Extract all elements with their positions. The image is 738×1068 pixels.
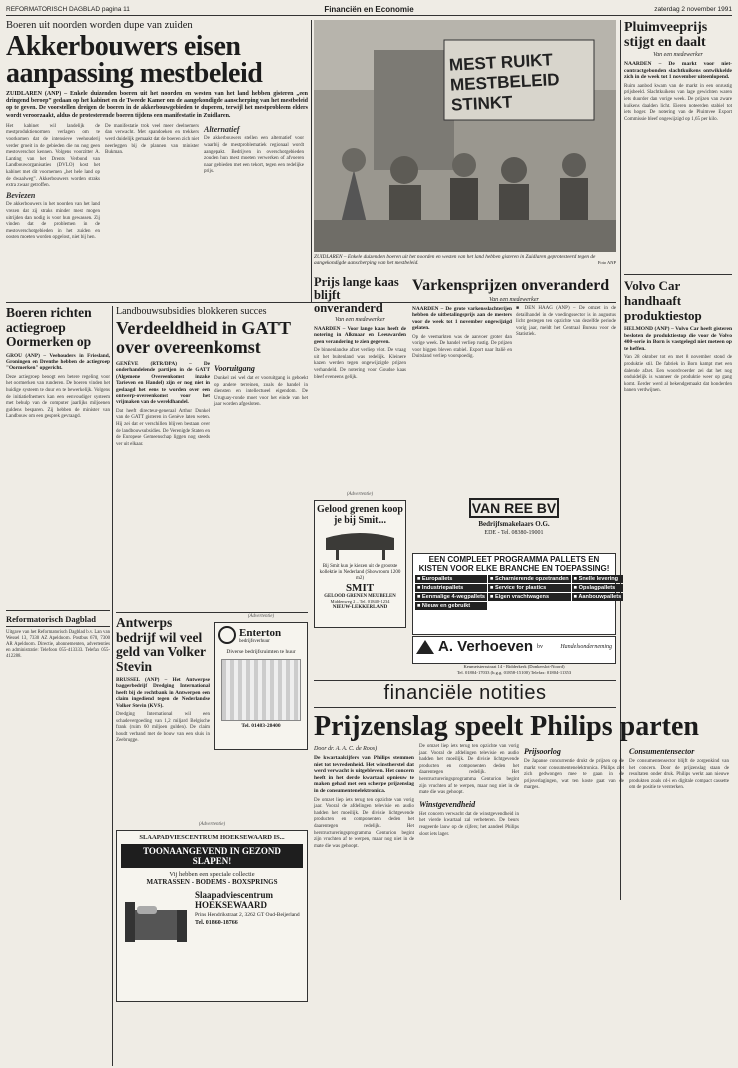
philips-body: De omzet liep iets terug ten opzichte van vorig jaar. Vooral de afdelingen televisie en audio hadden het moeilijk. De divisie lichtgevende producten en componenten deden het daarentegen redelijk. Het herstructureringsprogramma Centurion begint zijn vruchten af te werpen, maar nog niet in de mate die was gehoopt. — [314, 797, 414, 849]
enterton-logo-icon — [218, 626, 236, 644]
kaas-byline: Van een medewerker — [335, 317, 385, 323]
issue-date: zaterdag 2 november 1991 — [654, 6, 732, 13]
gelood-headline: Gelood grenen koop je bij Smit... — [317, 504, 403, 526]
slaap-top: SLAAPADVIESCENTRUM HOEKSEWAARD IS... — [139, 834, 285, 841]
photo-caption: ZUIDLAREN – Enkele duizenden boeren uit het noorden en westen van het land hebben gisteren in Zuidlaren geprotesteerd tegen de aangekondigde aanscherping van het mestbeleid. Foto ANP — [314, 254, 616, 267]
verhoeven-footer — [412, 636, 616, 664]
lead-subhead-2: Alternatief — [204, 124, 240, 134]
pluimvee-byline: Van een medewerker — [653, 52, 703, 58]
verhoeven-item: ■ Aanbouwpallets — [573, 594, 622, 600]
antwerps-headline: Antwerps bedrijf wil veel geld van Volker Stevin — [116, 615, 206, 674]
gelood-ad[interactable] — [314, 500, 406, 628]
verhoeven-item: ■ Scharnierende opzetranden — [490, 576, 569, 582]
slaap-address: Prins Hendrikstraat 2, 3262 GT Oud-Beijerland — [195, 912, 300, 918]
verhoeven-contact: Keumeistersstraat 14 - Ridderkerk (Donkerslot-Noord) Tel. 01804-17033 (b.g.g. 01858-15100) Telefax: 01804-11353 — [456, 664, 572, 675]
volvo-lead: HELMOND (ANP) – Volvo Car heeft gisteren besloten de produktiestop die voor de Volvo 400-serie in Born is vastgelegd niet meteen op te heffen. — [624, 326, 732, 352]
volvo-headline: Volvo Car handhaaft produktiestop — [624, 278, 702, 323]
gelood-footer: NIEUW-LEKKERLAND — [332, 605, 388, 610]
section-title: Financiën en Economie — [324, 5, 414, 14]
verhoeven-item: ■ Snelle levering — [572, 575, 624, 583]
gatt-kicker: Landbouwsubsidies blokkeren succes — [116, 306, 267, 317]
slaap-banner: TOONAANGEVEND IN GEZOND SLAPEN! — [121, 844, 303, 868]
antwerps-story — [116, 616, 210, 816]
varkens-byline: Van een medewerker — [489, 297, 539, 303]
gatt-subhead: Vooruitgang — [214, 364, 255, 373]
oormerken-body: Deze actiegroep beoogt een betere regeling voor het oormerken van runderen. De boeren vinden het huidige systeem te duur en te bewerkelijk. Volgens de initiatiefnemers kan een eenvoudiger systeem met behulp van de computer jaarlijks miljoenen guldens besparen. Zij hebben de minister van Landbouw om een gesprek gevraagd. — [6, 374, 110, 420]
philips-subhead-2: Winstgevendheid — [419, 799, 476, 809]
slaap-line2: MATRASSEN - BODEMS - BOXSPRINGS — [146, 878, 278, 886]
verhoeven-item: ■ Nieuw en gebruikt — [415, 602, 487, 610]
colofon — [6, 614, 110, 794]
kaas-body: De binnenlandse afzet verliep vlot. De vraag uit het buitenland was redelijk. Kleinere kazen werden tegen ongewijzigde prijzen verhandeld. De notering voor Goudse kaas bleef eveneens gelijk. — [314, 348, 406, 380]
verhoeven-item: ■ Opslagpallets — [572, 584, 624, 592]
varkens-lead: NAARDEN – De grote varkensslachterijen hebben de uitbetalingsprijs aan de mesters voor de week tot 1 november ongewijzigd gelaten. — [412, 306, 512, 332]
lead-headline: Akkerbouwers eisen aanpassing mestbeleid — [6, 31, 263, 89]
lead-subhead-1: Beviezen — [6, 190, 36, 200]
enterton-sub: bedrijfsverhuur — [239, 638, 270, 644]
paper-name: REFORMATORISCH DAGBLAD pagina 11 — [6, 6, 130, 13]
kaas-story — [314, 276, 406, 488]
lead-body-3: De manifestatie trok veel meer deelnemers dan verwacht. Met spandoeken en trekkers werd duidelijk gemaakt dat de boeren zich niet neerleggen bij de plannen van minister Bukman. — [105, 123, 199, 156]
pluimvee-lead: NAARDEN – De markt voor niet-contractgebonden slachtkuikens ontwikkelde zich in de week tot 1 november uiteenlopend. — [624, 61, 732, 81]
colofon-title: Reformatorisch Dagblad — [6, 614, 110, 627]
lead-story — [6, 20, 308, 300]
philips-body-3: Het concern verwacht dat de winstgevendheid in het vierde kwartaal zal verbeteren. De beurs reageerde lauw op de cijfers; het aandeel Philips sloot iets lager. — [419, 811, 519, 837]
gelood-company-sub: GELOOD GRENEN MEUBELEN — [324, 594, 396, 599]
page-header — [6, 4, 732, 16]
philips-subhead-3: Consumentensector — [629, 747, 695, 756]
verhoeven-item: ■ Service for plastics — [488, 584, 571, 592]
slaap-phone: Tel. 01860-18766 — [195, 920, 238, 926]
philips-lead: De kwartaalcijfers van Philips stemmen niet tot tevredenheid. Het winstherstel dat werd verwacht is uitgebleven. Het concern heeft in het derde kwartaal opnieuw te maken gehad met een scherpe prijzenslag in de consumentenelektronica. — [314, 755, 414, 794]
oormerken-headline: Boeren richten actiegroep Oormerken op — [6, 305, 92, 349]
vanree-ad[interactable] — [412, 496, 616, 550]
bed-icon — [121, 890, 191, 952]
philips-story — [314, 712, 734, 1062]
volvo-story — [624, 278, 732, 466]
lead-body-1: Het kabinet wil landelijk de mestproduktienormen verlagen om te voorkomen dat de intensieve veehouderij verder groeit in de gebieden die nu nog geen mestoverschot kennen. Volgens voorzitter A. Lanting van het Drents Verbond van Landbouworganisaties (DVLO) kost het kabinet met dit voornemen „het hele land op de dwaalweg”. Akkerbouwers worden straks extra zwaar getroffen. — [6, 123, 100, 189]
lead-kicker: Boeren uit noorden worden dupe van zuiden — [6, 20, 193, 31]
gatt-story — [116, 306, 308, 606]
lead-intro: ZUIDLAREN (ANP) – Enkele duizenden boeren uit het noorden en westen van het land hebben gisteren „een dringend beroep” gedaan op het kabinet en de Tweede Kamer om de aangekondigde aanscherping van het mestbeleid op te geven. De voorstellen dreigen de boeren in de akkerbouwgebieden te duperen, terwijl het mestprobleem elders wordt veroorzaakt, aldus de protesterende boeren tijdens een manifestatie in Zuidlaren. — [6, 91, 308, 119]
enterton-phone: Tel. 01483-28400 — [241, 723, 281, 729]
philips-headline: Prijzenslag speelt Philips parten — [314, 711, 699, 742]
financiele-notities-title: financiële notities — [383, 682, 547, 704]
gatt-lead: GENÈVE (RTR/DPA) – De onderhandelende partijen in de GATT (Algemene Overeenkomst inzake Tarieven en Handel) zijn er nog niet in geslaagd het eens te worden over een ontwerp-overeenkomst voor het vrijmaken van de wereldhandel. — [116, 361, 210, 406]
kaas-headline: Prijs lange kaas blijft onveranderd — [314, 275, 399, 315]
gatt-body-2: Dunkel zei wel dat er vooruitgang is geboekt op andere terreinen, zoals de handel in diensten en intellectueel eigendom. De Uruguay-ronde moet voor het einde van het jaar worden afgesloten. — [214, 376, 308, 408]
vanree-sub: Bedrijfsmakelaars O.G. — [478, 520, 550, 528]
pluimvee-body: Ruim aanbod kwam van de markt in een onrustig prijsbeeld. Slachtkuikens van lage gewichten waren iets duurder dan vorige week. De prijzen van zware kuikens daalden licht. Eieren noteerden stabiel tot iets hoger. De notering van de Pluimvee Export Commissie bleef ongewijzigd op 1,65 per kilo. — [624, 83, 732, 122]
enterton-name: Enterton — [239, 626, 282, 639]
vanree-logo: VAN REE BV — [469, 498, 559, 518]
protest-banner-text: MEST RUIKT MESTBELEID STINKT — [448, 50, 560, 115]
verhoeven-items — [413, 575, 622, 610]
antwerps-body: Dredging International wil een schadevergoeding van 1,2 miljard Belgische frank (ruim 60 miljoen gulden). De claim houdt verband met de bouw van een sluis in Zeebrugge. — [116, 712, 210, 744]
lead-body-2: De akkerbouwers in het noorden van het land vrezen dat zij straks minder mest mogen uitrijden dan nodig is voor hun gewassen. Zij vinden dat de problemen in de mestoverschotgebieden in het zuiden en oosten moeten worden opgelost, niet bij hen. — [6, 202, 100, 241]
philips-body-4: De consumentensector blijft de zorgenkind van het concern. Door de prijzenslag staan de resultaten onder druk. Philips werkt aan nieuwe produkten zoals cd-i en digitale compact cassette om de positie te versterken. — [629, 759, 729, 791]
protest-photo — [314, 20, 616, 252]
verhoeven-logo-icon — [416, 640, 434, 654]
varkens-story — [412, 276, 616, 488]
kaas-lead: NAARDEN – Voor lange kaas heeft de notering in Alkmaar en Leeuwarden geen verandering te zien gegeven. — [314, 326, 406, 345]
oormerken-story — [6, 306, 110, 608]
verhoeven-banner: EEN COMPLEET PROGRAMMA PALLETS EN KISTEN VOOR ELKE BRANCHE EN TOEPASSING! — [418, 555, 610, 573]
antwerps-lead: BRUSSEL (ANP) – Het Antwerpse baggerbedrijf Dredging International heeft bij de rechtbank in Antwerpen een claim ingediend tegen de Nederlandse Volker Stevin (KVS). — [116, 677, 210, 709]
gatt-body: Dat heeft directeur-generaal Arthur Dunkel van de GATT gisteren in Genève laten weten. Hij zei dat er verschillen blijven bestaan over de landbouwsubsidies. De Verenigde Staten en de Europese Gemeenschap liggen nog steeds ver uit elkaar. — [116, 408, 210, 447]
verhoeven-item: ■ Europallets — [415, 575, 487, 583]
gatt-headline: Verdeeldheid in GATT over overeenkomst — [116, 318, 291, 357]
enterton-body: Diverse bedrijfsruimten te huur — [226, 649, 296, 655]
pluimvee-story — [624, 20, 732, 272]
varkens-body: Op de veemarkten was de aanvoer groter dan vorige week. De handel verliep rustig. De prijzen voor biggen bleven stabiel. Export naar Italië en Duitsland verliep voorspoedig. — [412, 334, 512, 360]
gelood-company: SMIT — [345, 582, 375, 594]
lead-body-4: De akkerbouwers stellen een alternatief voor waarbij de mestproblematiek regionaal wordt aangepakt. Bedrijven in overschotgebieden zouden hun mest moeten verwerken of afvoeren naar gebieden met een tekort, tegen een redelijke prijs. — [204, 136, 304, 175]
enterton-ad[interactable] — [214, 622, 308, 750]
slaap-ad-label: (Advertentie) — [198, 822, 226, 827]
verhoeven-suffix: bv — [537, 643, 544, 650]
gelood-body: Bij Smit kun je kiezen uit de grootste kollektie in Nederland (Showroom 1200 m2) — [319, 564, 401, 581]
verhoeven-company: A. Verhoeven — [438, 638, 534, 655]
verhoeven-item: ■ Eenmalige 4-wegpallets — [417, 594, 486, 600]
gelood-address: Middenweg 2 – Tel. 01840-1234 — [330, 599, 390, 604]
slaap-line1: Vij hebben een speciale collectie — [169, 871, 255, 878]
verhoeven-item: ■ Eigen vrachtwagens — [488, 593, 571, 601]
volvo-body: Van 28 oktober tot en met 8 november stond de produktie stil. De fabriek in Born kampt met een dalende afzet. Een woordvoerder zei dat het nog onduidelijk is wanneer de produktie weer op gang komt. Eerder werd al bekendgemaakt dat honderden banen verdwijnen. — [624, 355, 732, 394]
philips-subhead-1: Prijsoorlog — [524, 747, 561, 756]
colofon-body: Uitgave van het Reformatorisch Dagblad b.v. Lan van Wessel 13, 7330 AZ Apeldoorn. Postbus 670, 7300 AR Apeldoorn. Directie, abonnementen, advertenties en administratie: Telefoon 055-413333. Telefax 055-412288. — [6, 630, 110, 659]
verhoeven-ad[interactable] — [412, 553, 622, 635]
varkens-headline: Varkensprijzen onveranderd — [412, 277, 610, 294]
enterton-ad-label: (Advertentie) — [247, 614, 275, 619]
pluimvee-headline: Pluimveeprijs stijgt en daalt — [624, 20, 708, 50]
verhoeven-role: Handelsonderneming — [560, 643, 612, 650]
philips-byline: Door dr. A. A. C. de Roos) — [314, 746, 378, 752]
varkens-bullet: ■ DEN HAAG (ANP) – De omzet in de detailhandel in de voedingssector is in augustus licht gestegen ten opzichte van dezelfde periode vorig jaar, meldt het Centraal Bureau voor de Statistiek. — [516, 306, 616, 338]
philips-body-extra: De omzet liep iets terug ten opzichte van vorig jaar. Vooral de afdelingen televisie en audio hadden het moeilijk. De divisie lichtgevende producten en componenten deden het daarentegen redelijk. Het herstructureringsprogramma Centurion begint zijn vruchten af te werpen, maar nog niet in de mate die was gehoopt. — [419, 744, 519, 796]
oormerken-lead: GROU (ANP) – Veehouders in Friesland, Groningen en Drenthe hebben de actiegroep "Oormerken" opgericht. — [6, 352, 110, 372]
slaap-name: Slaapadviescentrum HOEKSEWAARD — [195, 890, 274, 910]
philips-body-2: De Japanse concurrentie drukt de prijzen op de markt voor consumentenelektronica. Philips ziet zich gedwongen mee te gaan in de prijsverlagingen, wat ten koste gaat van de marges. — [524, 759, 624, 791]
verhoeven-item: ■ Industriepallets — [415, 584, 487, 592]
piano-icon — [316, 528, 404, 562]
gelood-ad-label: (Advertentie) — [346, 492, 374, 497]
slaap-ad[interactable] — [116, 830, 308, 1002]
vanree-phone: EDE - Tel. 08380-19001 — [484, 530, 544, 536]
